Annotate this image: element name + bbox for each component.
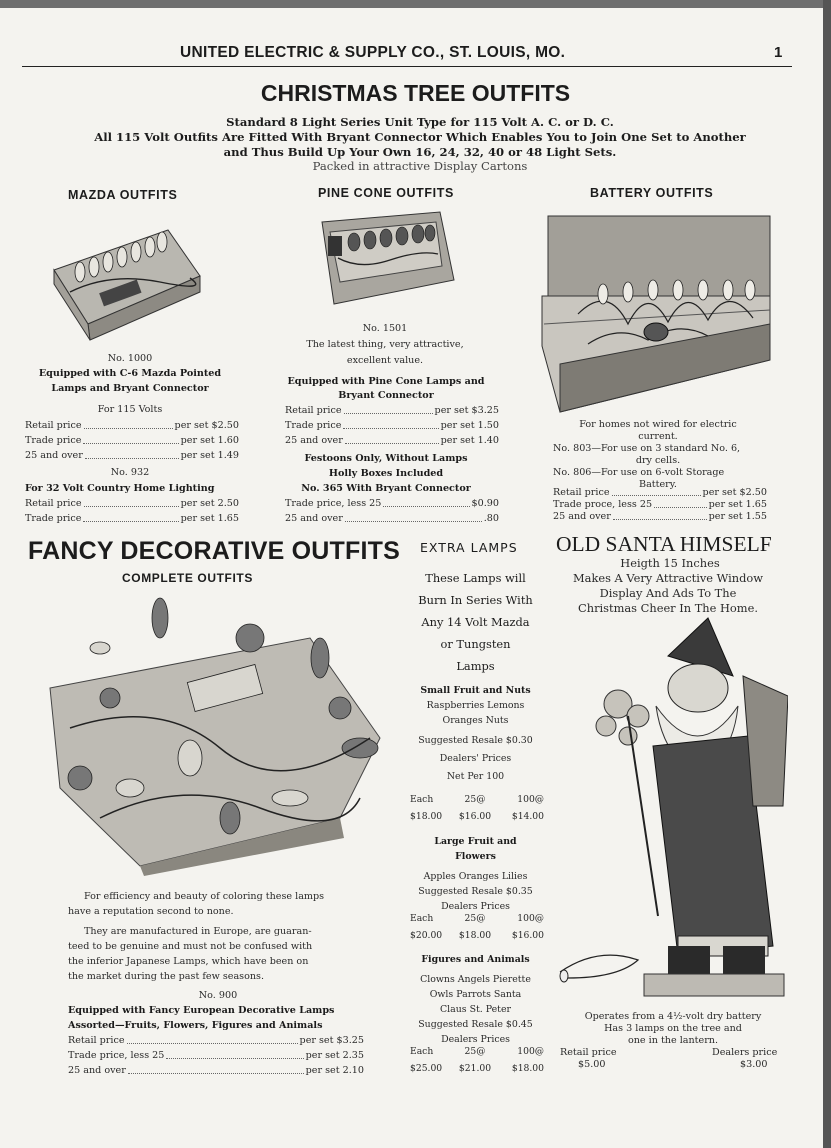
price-label: Trade price (25, 513, 82, 524)
price-value: $2.50 (739, 487, 767, 498)
price-value: 2.10 (342, 1065, 364, 1076)
battery-line-4: dry cells. (635, 455, 681, 466)
price-label: Retail price (25, 498, 82, 509)
mazda-price-row (25, 511, 239, 526)
price-value: $2.50 (211, 420, 239, 431)
dot-leader (83, 511, 178, 522)
fancy-desc-2: Assorted—Fruits, Flowers, Figures and Animals (68, 1020, 323, 1031)
santa-desc-1: Makes A Very Attractive Window (572, 571, 764, 585)
dot-leader (613, 509, 707, 520)
price-label: Retail price (285, 405, 342, 416)
battery-line-2: current. (638, 431, 678, 442)
pinecone-festoon-price-row (285, 511, 499, 526)
page-number: 1 (774, 44, 783, 61)
price-value: 1.40 (477, 435, 499, 446)
mazda-sub-2: For 32 Volt Country Home Lighting (25, 483, 215, 494)
page-title: CHRISTMAS TREE OUTFITS (260, 80, 571, 106)
fancy-para-2c: the inferior Japanese Lamps, which have been on (68, 956, 309, 967)
extra-figures-block (408, 952, 543, 1047)
mazda-price-row (25, 418, 239, 433)
extra-intro-3: Any 14 Volt Mazda (421, 615, 530, 629)
grid-value: $21.00 (458, 1063, 492, 1074)
dot-leader (654, 497, 707, 508)
scan-edge-right (823, 0, 831, 1148)
extra-large-block (408, 834, 543, 914)
price-label: 25 and over (25, 450, 83, 461)
large-fruit-resale: Suggested Resale $0.35 (418, 886, 533, 897)
grid-col-head: Each (410, 794, 434, 805)
dot-leader (344, 403, 433, 414)
extra-intro-1: These Lamps will (425, 571, 526, 585)
company-header: UNITED ELECTRIC & SUPPLY CO., ST. LOUIS, MO. (180, 44, 566, 61)
fancy-subtitle: COMPLETE OUTFITS (122, 571, 253, 585)
santa-retail-value: $5.00 (578, 1059, 606, 1070)
santa-dealers-label: Dealers price (712, 1047, 778, 1058)
pinecone-outfit-image (320, 210, 455, 310)
grid-col-head: 100@ (517, 794, 544, 805)
santa-dealers-value: $3.00 (740, 1059, 768, 1070)
fancy-price-row (68, 1048, 364, 1063)
mazda-price-row (25, 433, 239, 448)
extra-intro-4: or Tungsten (440, 637, 511, 651)
mazda-heading: MAZDA OUTFITS (68, 188, 178, 202)
figures-items-2: Owls Parrots Santa (429, 989, 522, 1000)
fancy-price-row (68, 1033, 364, 1048)
pinecone-price-row (285, 403, 499, 418)
figures-items-3: Claus St. Peter (440, 1004, 511, 1015)
price-label: Trade price, less 25 (68, 1050, 165, 1061)
pinecone-price-row (285, 433, 499, 448)
santa-title: OLD SANTA HIMSELF (556, 532, 772, 556)
price-unit: per set (180, 435, 215, 446)
pinecone-festoons-2: Holly Boxes Included (328, 468, 444, 479)
price-value: $0.90 (471, 498, 499, 509)
intro-line-2: All 115 Volt Outfits Are Fitted With Bryant Connector Which Enables You to Join One Set to Another (94, 130, 746, 144)
grid-value: $18.00 (458, 930, 492, 941)
price-unit: per set (305, 1065, 340, 1076)
mazda-desc-1: Equipped with C-6 Mazda Pointed (38, 368, 222, 379)
grid-col-head: 25@ (464, 794, 486, 805)
grid-value: $16.00 (458, 811, 492, 822)
price-label: Trade proce, less 25 (553, 499, 653, 510)
grid-value: $14.00 (511, 811, 544, 822)
santa-desc-2: Display And Ads To The (599, 586, 737, 600)
intro-line-1: Standard 8 Light Series Unit Type for 115 Volt A. C. or D. C. (226, 115, 614, 129)
small-fruit-heading: Small Fruit and Nuts (420, 685, 531, 696)
grid-col-head: 100@ (517, 913, 544, 924)
grid-col-head: Each (410, 913, 434, 924)
price-unit: per set (708, 499, 743, 510)
price-unit: per set (702, 487, 737, 498)
small-fruit-resale: Suggested Resale $0.30 (418, 735, 533, 746)
mazda-outfit-image (50, 212, 202, 344)
large-fruit-items: Apples Oranges Lilies (423, 871, 528, 882)
extra-intro-2: Burn In Series With (418, 593, 533, 607)
fancy-para-1b: have a reputation second to none. (68, 906, 234, 917)
dot-leader (345, 433, 439, 444)
price-value: .80 (483, 513, 499, 524)
extra-small-block (408, 683, 543, 784)
extra-intro-5: Lamps (456, 659, 495, 673)
pinecone-number: No. 1501 (362, 323, 408, 334)
figures-heading: Figures and Animals (421, 954, 530, 965)
intro-line-4: Packed in attractive Display Cartons (312, 159, 528, 173)
figures-dealers: Dealers Prices (441, 1034, 510, 1045)
battery-line-3: No. 803—For use on 3 standard No. 6, (553, 443, 741, 454)
price-label: Retail price (68, 1035, 125, 1046)
fancy-desc-1: Equipped with Fancy European Decorative Lamps (68, 1005, 335, 1016)
grid-value: $25.00 (410, 1063, 443, 1074)
large-fruit-price-grid (410, 910, 544, 944)
price-value: $3.25 (471, 405, 499, 416)
price-label: Retail price (25, 420, 82, 431)
grid-col-head: 100@ (517, 1046, 544, 1057)
price-unit: per set (180, 498, 215, 509)
fancy-para-2b: teed to be genuine and must not be confused with (68, 941, 313, 952)
large-fruit-dealers: Dealers Prices (441, 901, 510, 912)
dot-leader (84, 418, 173, 429)
price-value: $3.25 (336, 1035, 364, 1046)
figures-price-grid (410, 1043, 544, 1077)
fancy-outfit-image (40, 588, 392, 878)
price-unit: per set (180, 450, 215, 461)
small-fruit-net: Net Per 100 (446, 771, 505, 782)
price-unit: per set (440, 435, 475, 446)
santa-retail-label: Retail price (560, 1047, 617, 1058)
price-unit: per set (434, 405, 469, 416)
grid-value: $20.00 (410, 930, 443, 941)
figures-items-1: Clowns Angels Pierette (420, 974, 531, 985)
grid-value: $18.00 (410, 811, 443, 822)
price-label: Trade price, less 25 (285, 498, 382, 509)
dot-leader (612, 485, 701, 496)
price-label: Trade price (285, 420, 342, 431)
grid-value: $16.00 (511, 930, 544, 941)
pinecone-festoon-price-row (285, 496, 499, 511)
dot-leader (127, 1033, 298, 1044)
dot-leader (166, 1048, 303, 1059)
small-fruit-dealers: Dealers' Prices (439, 753, 512, 764)
grid-col-head: Each (410, 1046, 434, 1057)
santa-op-2: Has 3 lamps on the tree and (604, 1023, 742, 1034)
price-value: 1.65 (217, 513, 239, 524)
price-unit: per set (299, 1035, 334, 1046)
santa-height: Heigth 15 Inches (620, 556, 720, 570)
price-unit: per set (174, 420, 209, 431)
price-value: 1.49 (217, 450, 239, 461)
santa-figure-image (558, 616, 788, 1008)
fancy-number: No. 900 (198, 990, 238, 1001)
price-unit: per set (305, 1050, 340, 1061)
mazda-volts: For 115 Volts (97, 404, 163, 415)
battery-price-row (553, 509, 767, 524)
small-fruit-items-1: Raspberries Lemons (426, 700, 525, 711)
pinecone-desc-2: Bryant Connector (338, 390, 434, 401)
santa-desc-3: Christmas Cheer In The Home. (578, 601, 758, 615)
price-label: Retail price (553, 487, 610, 498)
battery-line-5: No. 806—For use on 6-volt Storage (553, 467, 725, 478)
price-value: 2.35 (342, 1050, 364, 1061)
figures-resale: Suggested Resale $0.45 (418, 1019, 533, 1030)
price-value: 1.55 (745, 511, 767, 522)
dot-leader (83, 433, 178, 444)
small-fruit-price-grid (410, 791, 544, 825)
battery-outfit-image (538, 214, 774, 414)
battery-line-6: Battery. (639, 479, 677, 490)
mazda-desc-2: Lamps and Bryant Connector (51, 383, 209, 394)
extra-heading: EXTRA LAMPS (420, 540, 518, 555)
price-label: Trade price (25, 435, 82, 446)
mazda-number: No. 1000 (107, 353, 153, 364)
scan-edge-top (0, 0, 831, 8)
price-unit: per set (180, 513, 215, 524)
price-value: 1.60 (217, 435, 239, 446)
grid-col-head: 25@ (464, 913, 486, 924)
price-label: 25 and over (68, 1065, 126, 1076)
fancy-para-2d: the market during the past few seasons. (68, 971, 265, 982)
dot-leader (128, 1063, 304, 1074)
header-rule (22, 66, 792, 67)
dot-leader (85, 448, 179, 459)
pinecone-festoons-1: Festoons Only, Without Lamps (304, 453, 468, 464)
mazda-price-row (25, 496, 239, 511)
large-fruit-heading-1: Large Fruit and (434, 836, 517, 847)
santa-op-3: one in the lantern. (627, 1035, 719, 1046)
battery-heading: BATTERY OUTFITS (590, 186, 714, 200)
small-fruit-items-2: Oranges Nuts (442, 715, 509, 726)
pinecone-heading: PINE CONE OUTFITS (318, 186, 454, 200)
fancy-para-1a: For efficiency and beauty of coloring these lamps (84, 891, 325, 902)
mazda-number-2: No. 932 (110, 467, 150, 478)
price-value: 1.50 (477, 420, 499, 431)
price-value: 2.50 (217, 498, 239, 509)
pinecone-line-1: The latest thing, very attractive, (306, 339, 464, 350)
price-unit: per set (708, 511, 743, 522)
pinecone-line-2: excellent value. (346, 355, 424, 366)
intro-line-3: and Thus Build Up Your Own 16, 24, 32, 40 or 48 Light Sets. (223, 145, 617, 159)
pinecone-price-row (285, 418, 499, 433)
dot-leader (343, 418, 438, 429)
battery-line-1: For homes not wired for electric (579, 419, 737, 430)
mazda-price-row (25, 448, 239, 463)
fancy-para-2a: They are manufactured in Europe, are guaran- (84, 926, 312, 937)
grid-col-head: 25@ (464, 1046, 486, 1057)
price-value: 1.65 (745, 499, 767, 510)
price-label: 25 and over (285, 513, 343, 524)
pinecone-festoons-3: No. 365 With Bryant Connector (301, 483, 471, 494)
dot-leader (383, 496, 469, 507)
santa-op-1: Operates from a 4½-volt dry battery (584, 1011, 762, 1022)
fancy-title: FANCY DECORATIVE OUTFITS (28, 537, 400, 565)
dot-leader (84, 496, 179, 507)
large-fruit-heading-2: Flowers (455, 851, 496, 862)
extra-intro (408, 567, 543, 677)
dot-leader (345, 511, 482, 522)
price-label: 25 and over (285, 435, 343, 446)
price-label: 25 and over (553, 511, 611, 522)
grid-value: $18.00 (511, 1063, 544, 1074)
fancy-price-row (68, 1063, 364, 1078)
price-unit: per set (440, 420, 475, 431)
pinecone-desc-1: Equipped with Pine Cone Lamps and (287, 376, 485, 387)
